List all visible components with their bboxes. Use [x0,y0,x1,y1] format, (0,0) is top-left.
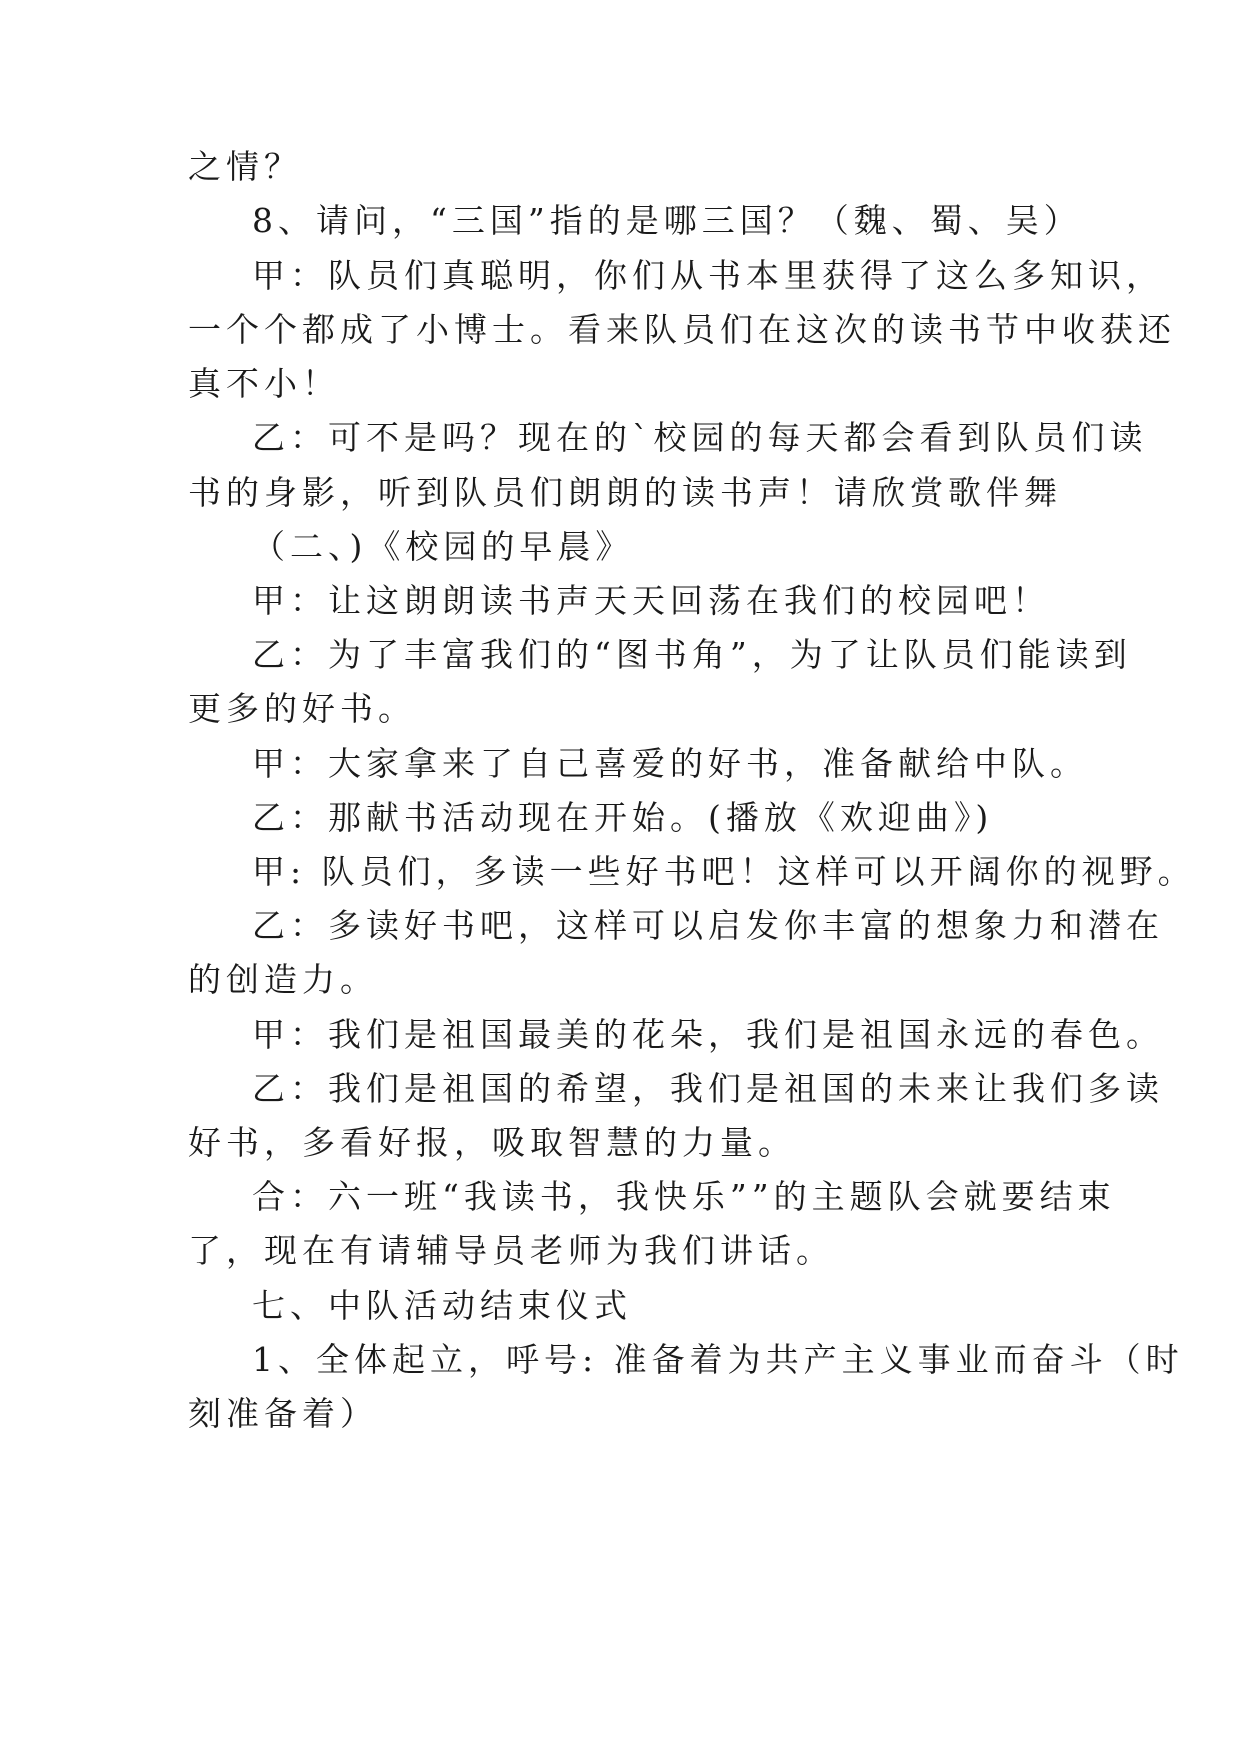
ceremony-step-1: 1、全体起立，呼号: 准备着为共产主义事业而奋斗（时 [252,1340,1184,1379]
dialogue-line-jia: 甲: 队员们，多读一些好书吧！这样可以开阔你的视野。 [252,852,1196,891]
dialogue-line-jia: 甲：大家拿来了自己喜爱的好书，准备献给中队。 [252,744,1088,783]
dialogue-line-jia: 甲：我们是祖国最美的花朵，我们是祖国永远的春色。 [252,1015,1164,1054]
text-line: 刻准备着） [188,1394,378,1433]
text-line-1: 之情？ [188,147,302,186]
text-line: 了，现在有请辅导员老师为我们讲话。 [188,1231,834,1270]
question-8: 8、请问，“三国”指的是哪三国？（魏、蜀、吴） [252,201,1082,240]
dialogue-line-jia: 甲：队员们真聪明，你们从书本里获得了这么多知识， [252,256,1164,295]
program-item-title: （二、)《校园的早晨》 [252,527,634,566]
text-line: 的创造力。 [188,960,378,999]
dialogue-line-he: 合：六一班“我读书，我快乐””的主题队会就要结束 [252,1177,1116,1216]
dialogue-line-yi: 乙：可不是吗？现在的`校园的每天都会看到队员们读 [252,418,1148,457]
dialogue-line-yi: 乙：我们是祖国的希望，我们是祖国的未来让我们多读 [252,1069,1164,1108]
text-line: 好书，多看好报，吸取智慧的力量。 [188,1123,796,1162]
text-line: 真不小！ [188,364,340,403]
text-line: 书的身影，听到队员们朗朗的读书声！请欣赏歌伴舞 [188,473,1062,512]
dialogue-line-jia: 甲：让这朗朗读书声天天回荡在我们的校园吧！ [252,581,1050,620]
text-line: 更多的好书。 [188,689,416,728]
dialogue-line-yi: 乙：为了丰富我们的“图书角”，为了让队员们能读到 [252,635,1132,674]
text-line: 一个个都成了小博士。看来队员们在这次的读书节中收获还 [188,310,1176,349]
dialogue-line-yi: 乙：多读好书吧，这样可以启发你丰富的想象力和潜在 [252,906,1164,945]
section-heading: 七、中队活动结束仪式 [252,1286,632,1325]
dialogue-line-yi: 乙：那献书活动现在开始。(播放《欢迎曲》) [252,798,994,837]
